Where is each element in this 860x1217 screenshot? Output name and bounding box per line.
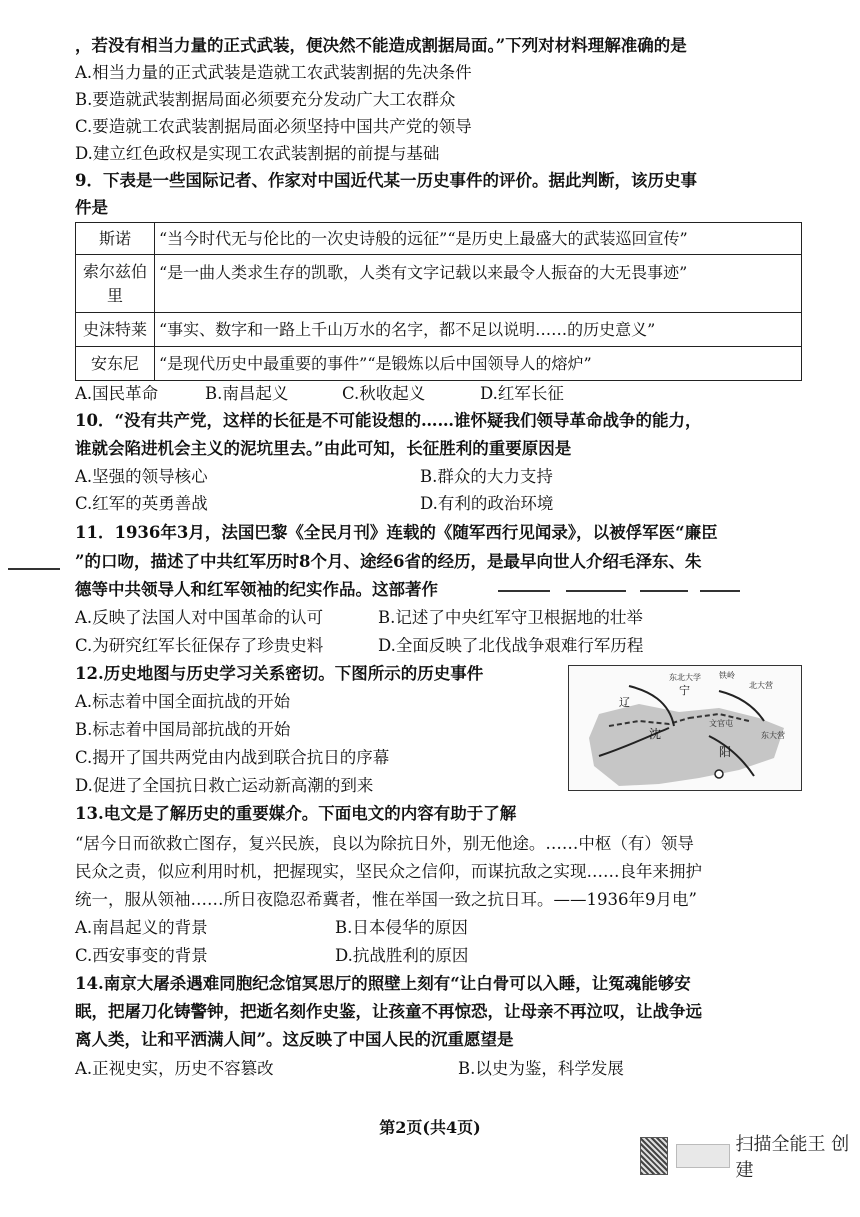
- q11-stem-line2: ”的口吻，描述了中共红军历时8个月、途经6省的经历，是最早向世人介绍毛泽东、朱: [75, 552, 702, 571]
- q10-stem-line1: 10．“没有共产党，这样的长征是不可能设想的……谁怀疑我们领导革命战争的能力，: [75, 411, 702, 430]
- table-cell-author: 斯诺: [76, 223, 155, 255]
- q11-option-c: C.为研究红军长征保存了珍贵史料: [75, 636, 324, 655]
- q14-stem-line3: 离人类，让和平洒满人间”。这反映了中国人民的沉重愿望是: [75, 1030, 514, 1049]
- table-cell-quote: “是一曲人类求生存的凯歌，人类有文字记载以来最令人振奋的大无畏事迹”: [155, 255, 802, 313]
- q13-option-d: D.抗战胜利的原因: [335, 946, 469, 965]
- map-label: 文官屯: [709, 719, 733, 728]
- map-label: 宁: [679, 684, 690, 697]
- map-region-shading: [589, 704, 784, 786]
- page-number: 第2页(共4页): [379, 1118, 481, 1137]
- q9-options: [75, 380, 795, 408]
- map-label: 辽: [619, 696, 630, 709]
- q8-option-d: D.建立红色政权是实现工农武装割据的前提与基础: [75, 144, 440, 163]
- q13-quote-line1: “居今日而欲救亡图存，复兴民族，良以为除抗日外，别无他途。……中枢（有）领导: [75, 834, 694, 853]
- q14-stem-line2: 眠，把屠刀化铸警钟，把逝名刻作史鉴，让孩童不再惊恐，让母亲不再泣叹，让战争远: [75, 1002, 702, 1021]
- q12-option-c: C.揭开了国共两党由内战到联合抗日的序幕: [75, 748, 390, 767]
- q12-stem: 12.历史地图与历史学习关系密切。下图所示的历史事件: [75, 664, 484, 683]
- q9-evaluation-table: [75, 222, 802, 381]
- q10-option-c: C.红军的英勇善战: [75, 494, 208, 513]
- table-cell-quote: “是现代历史中最重要的事件”“是锻炼以后中国领导人的熔炉”: [155, 347, 802, 381]
- table-cell-author: 安东尼: [76, 347, 155, 381]
- map-label: 北大营: [749, 681, 773, 690]
- q13-options-row1: [75, 914, 795, 942]
- q14-option-a: A.正视史实，历史不容篡改: [75, 1059, 274, 1078]
- table-row: [76, 347, 802, 381]
- q11-option-a: A.反映了法国人对中国革命的认可: [75, 608, 324, 627]
- q11-option-d: D.全面反映了北伐战争艰难行军历程: [378, 636, 644, 655]
- q10-option-a: A.坚强的领导核心: [75, 467, 208, 486]
- table-cell-author: 索尔兹伯里: [76, 255, 155, 313]
- q8-stem-tail: ，若没有相当力量的正式武装，便决然不能造成割据局面。”下列对材料理解准确的是: [75, 36, 687, 55]
- scan-artifact-line: [700, 590, 740, 592]
- q14-stem-line1: 14.南京大屠杀遇难同胞纪念馆冥思厅的照壁上刻有“让白骨可以入睡，让冤魂能够安: [75, 974, 691, 993]
- table-cell-quote: “当今时代无与伦比的一次史诗般的远征”“是历史上最盛大的武装巡回宣传”: [155, 223, 802, 255]
- map-label: 沈: [649, 727, 662, 741]
- q9-option-c: C.秋收起义: [342, 384, 426, 403]
- q8-option-b: B.要造就武装割据局面必须要充分发动广大工农群众: [75, 90, 456, 109]
- scan-artifact-line: [566, 590, 626, 592]
- q9-option-b: B.南昌起义: [205, 384, 289, 403]
- q13-option-a: A.南昌起义的背景: [75, 918, 208, 937]
- q11-option-b: B.记述了中央红军守卫根据地的壮举: [378, 608, 643, 627]
- q8-option-a: A.相当力量的正式武装是造就工农武装割据的先决条件: [75, 63, 472, 82]
- watermark-text: 扫描全能王 创建: [735, 1134, 850, 1181]
- scanner-watermark: [640, 1134, 860, 1181]
- q10-options-row2: [75, 490, 795, 518]
- qr-code-icon: [640, 1137, 668, 1175]
- q9-stem-line2: 件是: [75, 198, 108, 217]
- q11-options-row2: [75, 632, 795, 660]
- scan-artifact-line: [640, 590, 688, 592]
- q8-option-c: C.要造就工农武装割据局面必须坚持中国共产党的领导: [75, 117, 472, 136]
- q12-option-b: B.标志着中国局部抗战的开始: [75, 720, 291, 739]
- scan-artifact-line: [8, 568, 60, 570]
- q12-option-a: A.标志着中国全面抗战的开始: [75, 692, 291, 711]
- table-row: [76, 313, 802, 347]
- q10-option-d: D.有利的政治环境: [420, 494, 554, 513]
- scan-artifact-line: [498, 590, 550, 592]
- q13-quote-line3: 统一，服从领袖……所日夜隐忍希冀者，惟在举国一致之抗日耳。——1936年9月电”: [75, 890, 697, 909]
- q11-options-row1: [75, 604, 795, 632]
- q13-stem: 13.电文是了解历史的重要媒介。下面电文的内容有助于了解: [75, 804, 517, 823]
- q11-stem-line1: 11．1936年3月，法国巴黎《全民月刊》连载的《随军西行见闻录》，以被俘军医“廉臣: [75, 523, 718, 542]
- map-label: 阳: [719, 745, 732, 759]
- table-row: [76, 223, 802, 255]
- q9-stem-line1: 9．下表是一些国际记者、作家对中国近代某一历史事件的评价。据此判断，该历史事: [75, 171, 697, 190]
- q10-stem-line2: 谁就会陷进机会主义的泥坑里去。”由此可知，长征胜利的重要原因是: [75, 439, 572, 458]
- map-label: 东北大学: [669, 673, 701, 682]
- scanner-logo-icon: [676, 1144, 729, 1168]
- q11-stem-line3: 德等中共领导人和红军领袖的纪实作品。这部著作: [75, 580, 438, 599]
- q9-option-d: D.红军长征: [480, 384, 564, 403]
- q13-options-row2: [75, 942, 795, 970]
- q10-options-row1: [75, 463, 795, 491]
- table-row: [76, 255, 802, 313]
- map-label: 铁岭: [719, 671, 735, 680]
- map-drawing: [569, 666, 801, 790]
- map-city-marker: [715, 770, 723, 778]
- map-label: 东大营: [761, 731, 785, 740]
- table-cell-author: 史沫特莱: [76, 313, 155, 347]
- historical-map-figure: [568, 665, 802, 791]
- q9-option-a: A.国民革命: [75, 384, 159, 403]
- q10-option-b: B.群众的大力支持: [420, 467, 553, 486]
- q13-option-c: C.西安事变的背景: [75, 946, 208, 965]
- table-cell-quote: “事实、数字和一路上千山万水的名字，都不足以说明……的历史意义”: [155, 313, 802, 347]
- q12-option-d: D.促进了全国抗日救亡运动新高潮的到来: [75, 776, 374, 795]
- q13-quote-line2: 民众之责，似应利用时机，把握现实，坚民众之信仰，而谋抗敌之实现……良年来拥护: [75, 862, 702, 881]
- q14-options-row1: [75, 1055, 795, 1083]
- q13-option-b: B.日本侵华的原因: [335, 918, 468, 937]
- q14-option-b: B.以史为鉴，科学发展: [458, 1059, 624, 1078]
